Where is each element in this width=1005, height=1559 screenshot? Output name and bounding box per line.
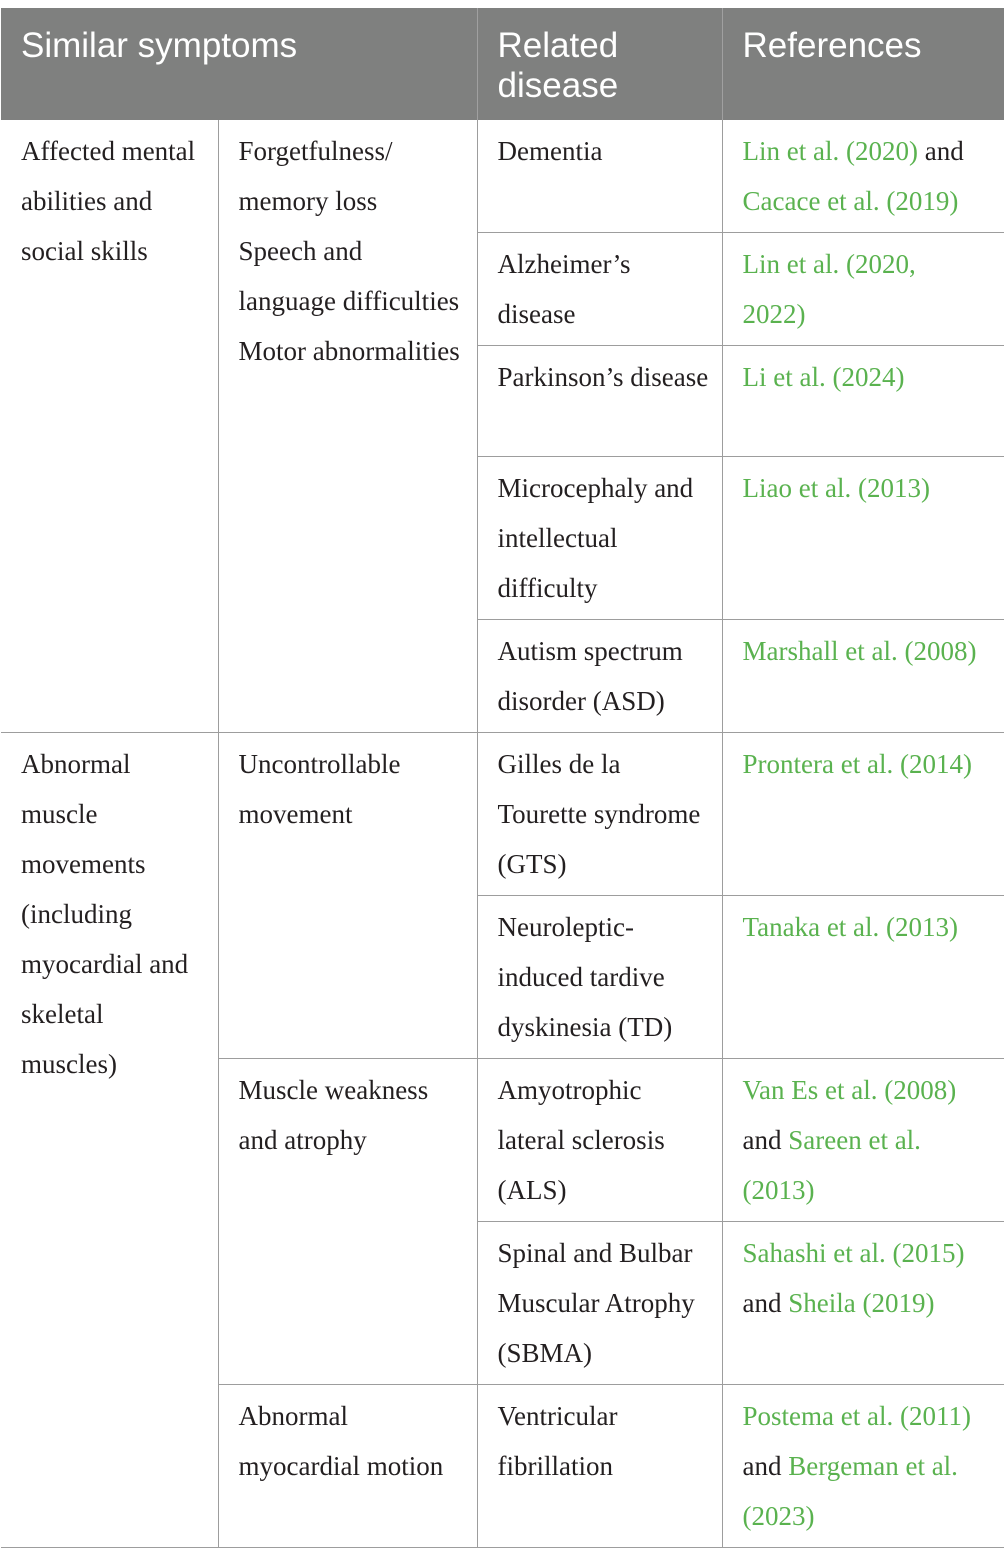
- table-row: [1, 733, 1004, 896]
- header-similar-symptoms: Similar symptoms: [1, 8, 477, 120]
- disease-cell: Spinal and Bulbar Muscular Atrophy (SBMA): [477, 1222, 722, 1385]
- disease-cell: Ventricular fibrillation: [477, 1385, 722, 1548]
- reference-link[interactable]: Tanaka et al. (2013): [742, 912, 959, 942]
- symptom-cell: [218, 120, 477, 733]
- reference-cell: [722, 457, 1004, 620]
- reference-join: and: [742, 1125, 789, 1155]
- reference-link[interactable]: Bergeman et al. (2023): [742, 1451, 958, 1531]
- reference-cell: [722, 1385, 1004, 1548]
- header-related-disease: Related disease: [477, 8, 722, 120]
- symptoms-table: [1, 8, 1004, 1548]
- header-row: [1, 8, 1004, 120]
- reference-link[interactable]: Sareen et al. (2013): [742, 1125, 921, 1205]
- disease-cell: Gilles de la Tourette syndrome (GTS): [477, 733, 722, 896]
- reference-link[interactable]: Sheila (2019): [788, 1288, 935, 1318]
- reference-cell: [722, 233, 1004, 346]
- reference-link[interactable]: Prontera et al. (2014): [742, 749, 972, 779]
- header-references: References: [722, 8, 1004, 120]
- reference-cell: [722, 120, 1004, 233]
- symptom-line: Motor abnormalities: [238, 336, 460, 366]
- symptom-cell: Abnormal myocardial motion: [218, 1385, 477, 1548]
- reference-cell: [722, 620, 1004, 733]
- reference-cell: [722, 346, 1004, 457]
- disease-cell: Neuroleptic-induced tardive dyskinesia (TD): [477, 896, 722, 1059]
- reference-join: and: [742, 1451, 789, 1481]
- symptom-cell: Muscle weakness and atrophy: [218, 1059, 477, 1385]
- reference-link[interactable]: Li et al. (2024): [742, 362, 905, 392]
- reference-link[interactable]: Postema et al. (2011): [742, 1401, 971, 1431]
- disease-cell: Microcephaly and intellectual difficulty: [477, 457, 722, 620]
- disease-cell: Alzheimer’s disease: [477, 233, 722, 346]
- reference-link[interactable]: Cacace et al. (2019): [742, 186, 959, 216]
- reference-cell: [722, 1222, 1004, 1385]
- reference-cell: [722, 733, 1004, 896]
- reference-link[interactable]: Lin et al. (2020): [742, 136, 918, 166]
- category-cell: Abnormal muscle movements (including myocardial and skeletal muscles): [1, 733, 218, 1548]
- reference-join: and: [917, 136, 964, 166]
- disease-cell: Parkinson’s disease: [477, 346, 722, 457]
- disease-cell: Autism spectrum disorder (ASD): [477, 620, 722, 733]
- disease-cell: Amyotrophic lateral sclerosis (ALS): [477, 1059, 722, 1222]
- reference-link[interactable]: 2022): [742, 299, 806, 329]
- reference-link[interactable]: Lin et al. (2020,: [742, 249, 916, 279]
- reference-cell: [722, 1059, 1004, 1222]
- reference-cell: [722, 896, 1004, 1059]
- symptom-line: Speech and language difficulties: [238, 236, 460, 316]
- symptom-line: Forgetfulness/ memory loss: [238, 136, 393, 216]
- reference-link[interactable]: Sahashi et al. (2015): [742, 1238, 965, 1268]
- reference-link[interactable]: Liao et al. (2013): [742, 473, 930, 503]
- symptom-cell: Uncontrollable movement: [218, 733, 477, 1059]
- reference-link[interactable]: Marshall et al. (2008): [742, 636, 977, 666]
- disease-cell: Dementia: [477, 120, 722, 233]
- reference-link[interactable]: Van Es et al. (2008): [742, 1075, 957, 1105]
- reference-join: and: [742, 1288, 789, 1318]
- table-row: [1, 120, 1004, 233]
- category-cell: Affected mental abilities and social skills: [1, 120, 218, 733]
